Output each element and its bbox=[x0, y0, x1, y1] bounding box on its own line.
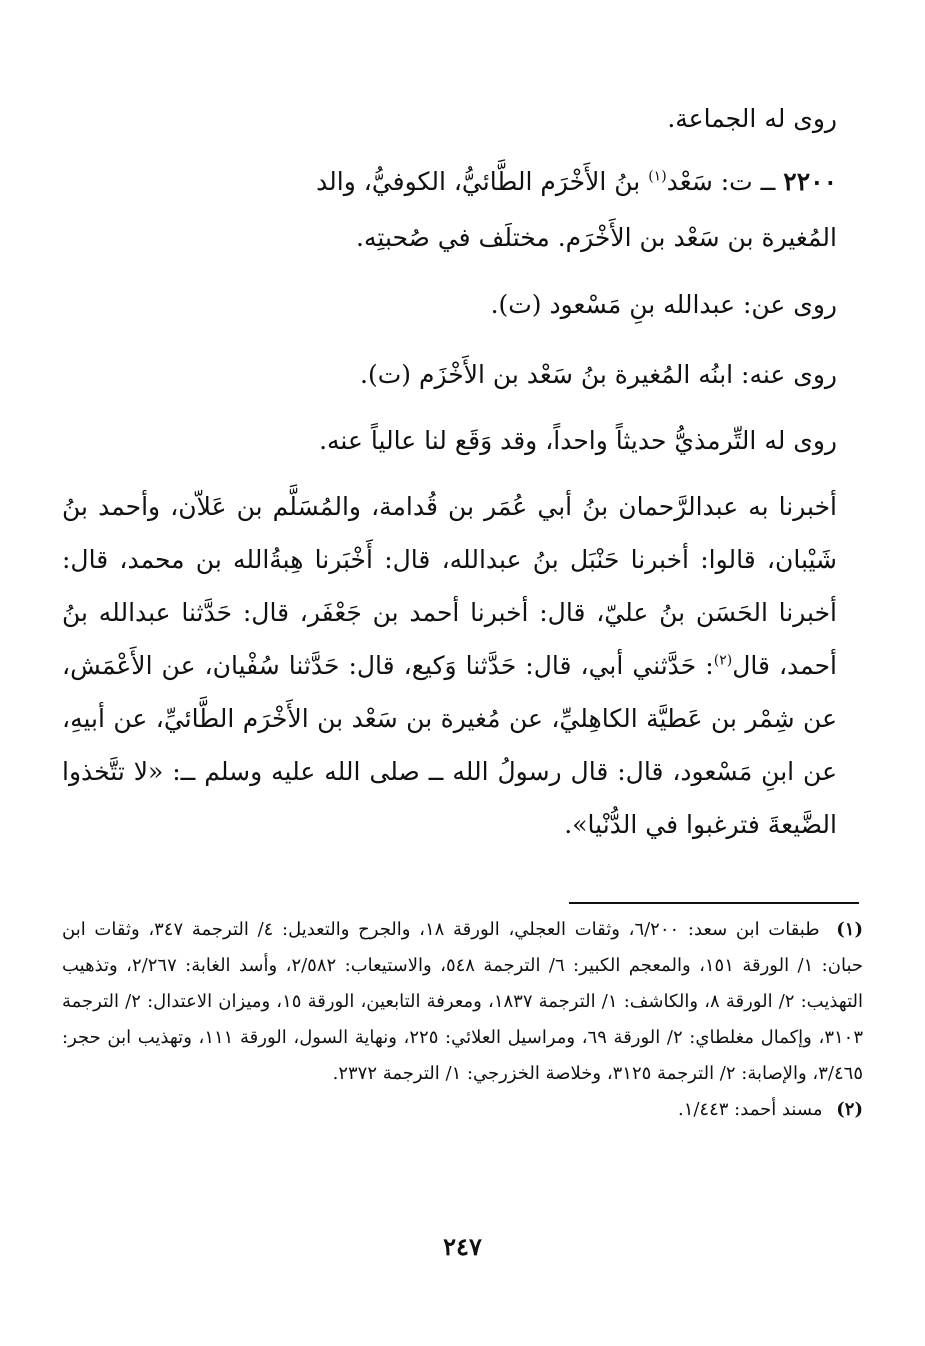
intro-line: روى له الجماعة. bbox=[667, 104, 837, 133]
narrated-from-line: روى عن: عبدالله بنِ مَسْعود (ت). bbox=[490, 290, 837, 319]
footnote-2-marker: (٢) bbox=[836, 1099, 863, 1120]
entry-dash: ــ bbox=[752, 167, 776, 196]
entry-heading bbox=[62, 154, 837, 266]
entry-number: ٢٢٠٠ bbox=[783, 167, 837, 196]
entry-name-rest: بنُ الأَخْرَم الطَّائيُّ، الكوفيُّ، والد bbox=[316, 167, 641, 196]
footnote-ref-1: (١) bbox=[648, 168, 667, 185]
footnote-2 bbox=[62, 1092, 863, 1128]
entry-name: سَعْد bbox=[666, 167, 713, 196]
isnad-paragraph bbox=[62, 480, 837, 851]
narrated-in-line: روى له التِّرمذيُّ حديثاً واحداً، وقد وَقَع لنا عالياً عنه. bbox=[319, 426, 837, 455]
footnote-ref-2: (٢) bbox=[713, 652, 733, 669]
footnote-1 bbox=[62, 912, 863, 1092]
footnote-1-text: طبقات ابن سعد: ٦/٢٠٠، وثقات العجلي، الورقة ١٨، والجرح والتعديل: ٤/ الترجمة ٣٤٧، وثقات ابن حبان: ١/ الورقة ١٥١، والمعجم الكبير: ٦/ الترجمة ٥٤٨، والاستيعاب: ٢/٥٨٢، وأسد الغابة: ٢/٢٦٧، وتذهيب التهذيب: ٢/ الورقة ٨، والكاشف: ١/ الترجمة ١٨٣٧، ومعرفة التابعين، الورقة ١٥، وميزان الاعتدال: ٢/ الترجمة ٣١٠٣، وإكمال مغلطاي: ٢/ الورقة ٦٩، ومراسيل العلائي: ٢٢٥، ونهاية السول، الورقة ١١١، وتهذيب ابن حجر: ٣/٤٦٥، والإصابة: ٢/ الترجمة ٣١٢٥، وخلاصة الخزرجي: ١/ الترجمة ٢٣٧٢. bbox=[62, 919, 864, 1084]
footnote-divider bbox=[569, 902, 859, 904]
isnad-part-1: أخبرنا به عبدالرَّحمان بنُ أبي عُمَر بن قُدامة، والمُسَلَّم بن عَلاّن، وأحمد بنُ شَيْبان، قالوا: أخبرنا حَنْبَل بنُ عبدالله، قال: أَخْبَرنا هِبةُالله بن محمد، قال: أخبرنا الحَسَن بنُ عليّ، قال: أخبرنا أحمد بن جَعْفَر، قال: حَدَّثنا عبدالله بنُ أحمد، قال bbox=[62, 492, 837, 680]
footnotes bbox=[62, 912, 863, 1128]
footnote-1-marker: (١) bbox=[836, 919, 863, 940]
entry-sigla: ت bbox=[729, 167, 753, 196]
page-number: ٢٤٧ bbox=[443, 1232, 482, 1261]
isnad-part-2: : حَدَّثني أبي، قال: حَدَّثنا وَكيع، قال: حَدَّثنا سُفْيان، عن الأَعْمَش، عن شِمْر بن عَطيَّة الكاهِليِّ، عن مُغيرة بن سَعْد بن الأَخْرَم الطَّائيِّ، عن أبيهِ، عن ابنِ مَسْعود، قال: قال رسولُ الله ــ صلى الله عليه وسلم ــ: «لا تتَّخذوا الضَّيعةَ فترغبوا في الدُّنْيا». bbox=[62, 651, 837, 839]
entry-colon: : bbox=[712, 167, 730, 196]
narrated-by-line: روى عنه: ابنُه المُغيرة بنُ سَعْد بن الأَخْزَم (ت). bbox=[360, 360, 837, 389]
entry-second-line: المُغيرة بن سَعْد بن الأَخْرَم. مختلَف في صُحبتِه. bbox=[356, 223, 837, 252]
footnote-2-text: مسند أحمد: ١/٤٤٣. bbox=[677, 1099, 823, 1120]
entry-first-line bbox=[62, 154, 837, 210]
